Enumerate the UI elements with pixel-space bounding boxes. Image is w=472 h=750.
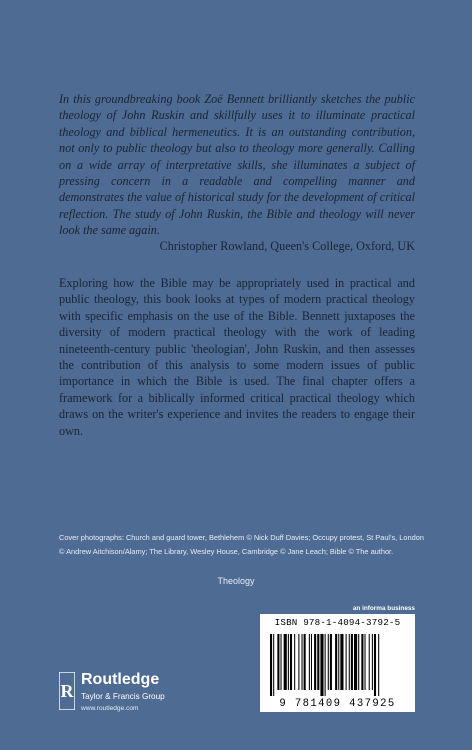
barcode-bar — [290, 634, 292, 690]
barcode-bar — [338, 634, 339, 690]
svg-text:R: R — [60, 681, 74, 701]
barcode-bar — [302, 634, 303, 690]
barcode-bar — [349, 634, 350, 690]
cover-photo-credits: Cover photographs: Church and guard tower, Bethlehem © Nick Duff Davies; Occupy protest, St Paul's, London © Andrew Aitchison/Alamy; The Library, Wesley House, Cambridge © Jane Leach; Bible © The author. — [59, 533, 424, 556]
barcode-bar — [317, 634, 319, 690]
endorsement-attribution: Christopher Rowland, Queen's College, Oxford, UK — [159, 239, 415, 253]
barcode-bar — [325, 634, 326, 696]
barcode-bar — [320, 634, 323, 696]
barcode-bar — [374, 634, 376, 696]
informa-business-label: an informa business — [352, 605, 415, 612]
barcode-bars — [270, 634, 405, 696]
barcode-bar — [288, 634, 289, 690]
barcode-bar — [346, 634, 347, 690]
isbn-label: ISBN 978-1-4094-3792-5 — [274, 617, 401, 628]
barcode-bar — [330, 634, 332, 690]
barcode-bar — [309, 634, 310, 690]
barcode-bar — [361, 634, 363, 690]
endorsement-quote: In this groundbreaking book Zoë Bennett brilliantly sketches the public theology of John Ruskin and skillfully uses it to illuminate practical theology and biblical hermeneutics. It is an outstanding contribution, not only to public theology but also to theology more generally. Calling on a wide array of interpretative skills, she illuminates a subject of pressing concern in a readable and compelling manner and demonstrates the value of historical study for the development of critical reflection. The study of John Ruskin, the Bible and theology will never look the same again. — [59, 92, 415, 238]
publisher-url: www.routledge.com — [81, 705, 139, 712]
barcode-bar — [351, 634, 353, 690]
barcode-bar — [270, 634, 272, 696]
barcode-bar — [304, 634, 306, 690]
barcode-bar — [311, 634, 312, 690]
barcode-bar — [378, 634, 379, 696]
barcode-bar — [277, 634, 279, 690]
barcode-bar — [284, 634, 287, 690]
barcode-bar — [340, 634, 343, 690]
barcode-bar — [369, 634, 370, 690]
barcode-bar — [335, 634, 337, 690]
barcode-bar — [328, 634, 329, 690]
barcode-bar — [314, 634, 316, 690]
barcode-bar — [365, 634, 366, 690]
barcode-bar — [358, 634, 359, 690]
barcode-bar — [281, 634, 282, 690]
book-description: Exploring how the Bible may be appropriately used in practical and public theology, this book looks at types of modern practical theology with specific emphasis on the use of the Bible. Bennett juxtaposes the diversity of modern practical theology with the work of leading nineteenth-century public 'theologian', John Ruskin, and then assesses the contribution of this analysis to some modern issues of public importance in which the Bible is used. The final chapter offers a framework for a biblically informed critical practical theology which draws on the writer's experience and invites the readers to engage their own. — [59, 276, 415, 438]
ean-digits: 9 781409 437925 — [279, 698, 396, 710]
subject-category: Theology — [217, 576, 255, 586]
barcode-bar — [298, 634, 299, 690]
isbn-barcode — [260, 614, 415, 712]
routledge-mark-icon — [59, 672, 75, 710]
publisher-group: Taylor & Francis Group — [81, 692, 165, 701]
barcode-bar — [273, 634, 274, 696]
barcode-bar — [372, 634, 373, 690]
barcode-bar — [354, 634, 357, 690]
barcode-bar — [294, 634, 295, 690]
publisher-name: Routledge — [81, 671, 160, 688]
routledge-logo — [59, 670, 229, 725]
